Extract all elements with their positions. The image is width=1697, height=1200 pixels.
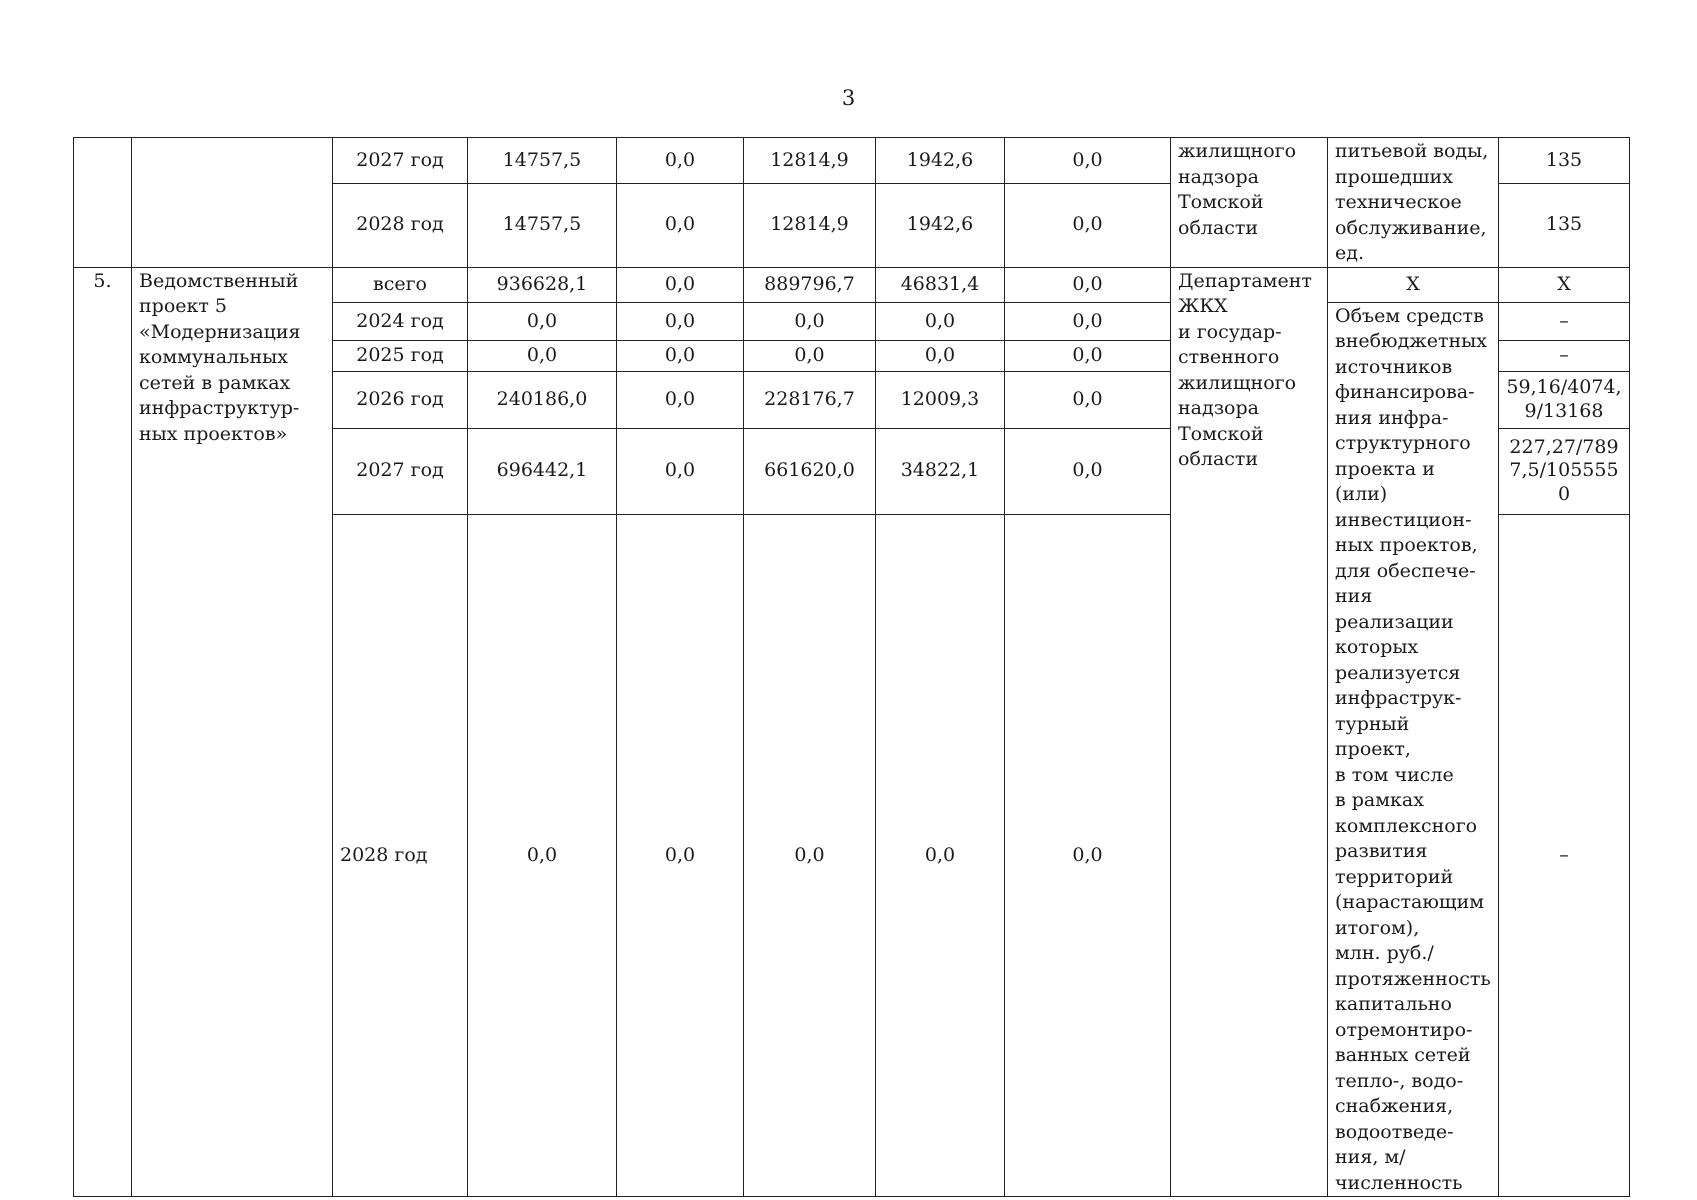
extra-cell: 0,0 bbox=[1005, 302, 1171, 341]
project-executor-cell bbox=[1171, 267, 1328, 1197]
local-cell: 0,0 bbox=[876, 341, 1005, 372]
executor-cell bbox=[1171, 138, 1328, 268]
regional-cell: 12814,9 bbox=[744, 138, 876, 184]
year-cell: 2025 год bbox=[333, 341, 468, 372]
total-cell: 0,0 bbox=[468, 302, 617, 341]
federal-cell: 0,0 bbox=[617, 428, 744, 514]
year-cell: 2026 год bbox=[333, 372, 468, 428]
target-cell: – bbox=[1499, 514, 1630, 1196]
executor-text: жилищного надзора Томской области bbox=[1178, 140, 1297, 239]
year-cell: 2027 год bbox=[333, 428, 468, 514]
target-cell bbox=[1499, 428, 1630, 514]
total-cell: 0,0 bbox=[468, 514, 617, 1196]
extra-cell: 0,0 bbox=[1005, 138, 1171, 184]
extra-cell: 0,0 bbox=[1005, 372, 1171, 428]
local-cell: 0,0 bbox=[876, 514, 1005, 1196]
regional-cell: 661620,0 bbox=[744, 428, 876, 514]
federal-cell: 0,0 bbox=[617, 372, 744, 428]
federal-cell: 0,0 bbox=[617, 183, 744, 267]
extra-cell: 0,0 bbox=[1005, 267, 1171, 302]
project-executor: Департамент ЖКХ и государ- ственного жилищного надзора Томской области bbox=[1178, 269, 1312, 470]
target-cell: – bbox=[1499, 341, 1630, 372]
extra-cell: 0,0 bbox=[1005, 183, 1171, 267]
name-cell bbox=[132, 138, 333, 268]
project-name: Ведомственный проект 5 «Модернизация коммунальных сетей в рамках инфраструктур- ных проектов» bbox=[139, 269, 301, 445]
local-cell: 1942,6 bbox=[876, 138, 1005, 184]
extra-cell: 0,0 bbox=[1005, 514, 1171, 1196]
total-cell: 696442,1 bbox=[468, 428, 617, 514]
regional-cell: 0,0 bbox=[744, 302, 876, 341]
total-cell: 936628,1 bbox=[468, 267, 617, 302]
project-name-cell bbox=[132, 267, 333, 1197]
indicator-total-cell: Х bbox=[1328, 267, 1499, 302]
target-cell: 135 bbox=[1499, 183, 1630, 267]
federal-cell: 0,0 bbox=[617, 138, 744, 184]
page-number: 3 bbox=[841, 86, 856, 110]
year-cell: 2028 год bbox=[333, 183, 468, 267]
extra-cell: 0,0 bbox=[1005, 428, 1171, 514]
number-cell bbox=[74, 138, 132, 268]
total-cell: 240186,0 bbox=[468, 372, 617, 428]
year-cell: 2028 год bbox=[333, 514, 468, 1196]
project-number: 5. bbox=[74, 267, 132, 1197]
local-cell: 12009,3 bbox=[876, 372, 1005, 428]
year-cell: 2027 год bbox=[333, 138, 468, 184]
project-indicator-cell bbox=[1328, 302, 1499, 1197]
local-cell: 1942,6 bbox=[876, 183, 1005, 267]
target-text: 227,27/789 7,5/105555 0 bbox=[1509, 435, 1619, 505]
table-row bbox=[74, 138, 1630, 184]
federal-cell: 0,0 bbox=[617, 514, 744, 1196]
target-cell: 135 bbox=[1499, 138, 1630, 184]
federal-cell: 0,0 bbox=[617, 267, 744, 302]
total-cell: 14757,5 bbox=[468, 183, 617, 267]
target-cell: – bbox=[1499, 302, 1630, 341]
local-cell: 46831,4 bbox=[876, 267, 1005, 302]
total-cell: 14757,5 bbox=[468, 138, 617, 184]
local-cell: 0,0 bbox=[876, 302, 1005, 341]
target-text: 59,16/4074, 9/13168 bbox=[1506, 376, 1622, 422]
target-cell: Х bbox=[1499, 267, 1630, 302]
year-cell: всего bbox=[333, 267, 468, 302]
total-cell: 0,0 bbox=[468, 341, 617, 372]
regional-cell: 12814,9 bbox=[744, 183, 876, 267]
indicator-text: питьевой воды, прошедших техническое обслуживание, ед. bbox=[1335, 140, 1489, 264]
regional-cell: 889796,7 bbox=[744, 267, 876, 302]
federal-cell: 0,0 bbox=[617, 341, 744, 372]
federal-cell: 0,0 bbox=[617, 302, 744, 341]
regional-cell: 0,0 bbox=[744, 341, 876, 372]
regional-cell: 0,0 bbox=[744, 514, 876, 1196]
year-cell: 2024 год bbox=[333, 302, 468, 341]
target-cell bbox=[1499, 372, 1630, 428]
indicator-cell bbox=[1328, 138, 1499, 268]
local-cell: 34822,1 bbox=[876, 428, 1005, 514]
regional-cell: 228176,7 bbox=[744, 372, 876, 428]
table-row bbox=[74, 267, 1630, 302]
project-indicator: Объем средств внебюджетных источников финансирова- ния инфра- структурного проекта и (или) инвестицион- ных проектов, для обеспече- ния реализации которых реализуется инфраструк- турный проект, в том числе в рамках комплексного развития территорий (нарастающим итогом), млн. руб./ протяженность капитально отремонтиро- ванных сетей тепло-, водо- снабжения, водоотведе- ния, м/ численность bbox=[1335, 304, 1491, 1194]
extra-cell: 0,0 bbox=[1005, 341, 1171, 372]
budget-table bbox=[73, 137, 1630, 1197]
